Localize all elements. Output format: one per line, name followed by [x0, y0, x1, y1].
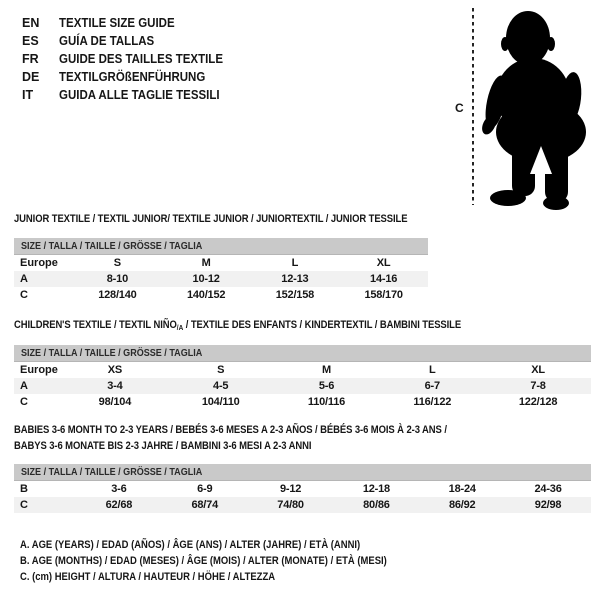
language-title: GUIDA ALLE TAGLIE TESSILI: [59, 88, 220, 102]
size-cell: S: [113, 257, 121, 269]
table-body: [14, 362, 591, 410]
size-cell: 12-13: [281, 273, 309, 285]
table-row: [14, 255, 428, 271]
size-cell: 128/140: [98, 289, 137, 301]
language-code: IT: [22, 88, 34, 102]
size-header-bar: SIZE / TALLA / TAILLE / GRÖSSE / TAGLIA: [14, 345, 591, 362]
size-cell: XS: [107, 364, 123, 376]
language-code: EN: [22, 16, 40, 30]
table-row: [14, 394, 591, 410]
table-row: [14, 362, 591, 378]
legend-line-c: C. (cm) HEIGHT / ALTURA / HAUTEUR / HÖHE / ALTEZZA: [20, 571, 276, 583]
language-title: TEXTILGRÖßENFÜHRUNG: [59, 70, 206, 84]
size-cell: XL: [531, 364, 545, 376]
row-label: A: [20, 273, 28, 285]
row-label: A: [20, 380, 28, 392]
section-title-babies-line2: BABYS 3-6 MONATE BIS 2-3 JAHRE / BAMBINI 3-6 MESI A 2-3 ANNI: [14, 440, 312, 452]
size-cell: 7-8: [530, 380, 546, 392]
language-row: [22, 14, 185, 32]
section-title-babies-line1: BABIES 3-6 MONTH TO 2-3 YEARS / BEBÉS 3-6 MESES A 2-3 AÑOS / BÉBÉS 3-6 MOIS À 2-3 ANS /: [14, 424, 447, 436]
row-label: C: [20, 289, 28, 301]
size-cell: 6-7: [424, 380, 440, 392]
size-cell: 152/158: [275, 289, 315, 301]
size-cell: 4-5: [213, 380, 229, 392]
language-code: DE: [22, 70, 40, 84]
size-cell: 80/86: [363, 499, 390, 511]
table-body: [14, 481, 591, 513]
baby-silhouette-icon: [482, 2, 600, 212]
size-header-bar: SIZE / TALLA / TAILLE / GRÖSSE / TAGLIA: [14, 464, 591, 481]
size-cell: 122/128: [518, 396, 558, 408]
size-cell: 10-12: [192, 273, 220, 285]
height-c-label: C: [455, 101, 464, 115]
language-row: [22, 68, 218, 86]
size-table-babies: [14, 464, 591, 513]
size-cell: 92/98: [534, 499, 562, 511]
size-cell: 158/170: [364, 289, 403, 301]
language-code: ES: [22, 34, 39, 48]
language-title: GUÍA DE TALLAS: [59, 34, 155, 48]
table-row: [14, 497, 591, 513]
table-row: [14, 287, 428, 303]
size-cell: 9-12: [279, 483, 302, 495]
size-cell: XL: [376, 257, 391, 269]
table-row: [14, 271, 428, 287]
language-row: [22, 86, 234, 104]
size-cell: 14-16: [370, 273, 398, 285]
row-label: B: [20, 483, 28, 495]
row-label: C: [20, 396, 28, 408]
table-body: [14, 255, 428, 303]
size-cell: 8-10: [106, 273, 128, 285]
size-cell: 5-6: [318, 380, 335, 392]
size-cell: L: [429, 364, 436, 376]
size-cell: 74/80: [277, 499, 304, 511]
size-cell: 6-9: [197, 483, 213, 495]
table-row: [14, 378, 591, 394]
size-cell: 116/122: [413, 396, 452, 408]
language-row: [22, 50, 237, 68]
size-cell: 12-18: [362, 483, 390, 495]
language-code: FR: [22, 52, 39, 66]
size-cell: 24-36: [534, 483, 562, 495]
size-table-junior: [14, 238, 428, 303]
section-title-children: CHILDREN'S TEXTILE / TEXTIL $NIÑO_{/A}$ / TEXTILE DES ENFANTS / KINDERTEXTIL / BAMBINI TESSILE: [14, 319, 462, 332]
size-cell: M: [322, 364, 331, 376]
size-cell: 86/92: [448, 499, 476, 511]
legend-line-b: B. AGE (MONTHS) / EDAD (MESES) / ÂGE (MOIS) / ALTER (MONATE) / ETÀ (MESI): [20, 555, 387, 567]
size-cell: 3-4: [107, 380, 123, 392]
size-cell: 104/110: [201, 396, 240, 408]
language-title: GUIDE DES TAILLES TEXTILE: [59, 52, 224, 66]
section-title-junior: JUNIOR TEXTILE / TEXTIL JUNIOR/ TEXTILE JUNIOR / JUNIORTEXTIL / JUNIOR TESSILE: [14, 213, 408, 225]
size-header-bar: SIZE / TALLA / TAILLE / GRÖSSE / TAGLIA: [14, 238, 428, 255]
table-row: [14, 481, 591, 497]
size-cell: 110/116: [307, 396, 346, 408]
language-row: [22, 32, 162, 50]
row-label: C: [20, 499, 28, 511]
size-cell: 140/152: [186, 289, 226, 301]
size-cell: 68/74: [191, 499, 218, 511]
size-cell: 3-6: [111, 483, 127, 495]
size-cell: L: [291, 257, 299, 269]
size-cell: 98/104: [98, 396, 132, 408]
size-cell: M: [201, 257, 211, 269]
size-cell: S: [217, 364, 225, 376]
size-cell: 62/68: [105, 499, 133, 511]
row-label: Europe: [20, 257, 58, 269]
row-label: Europe: [20, 364, 58, 376]
language-title: TEXTILE SIZE GUIDE: [59, 16, 175, 30]
nino-a-subscript: /A: [176, 323, 184, 332]
size-cell: 18-24: [448, 483, 476, 495]
legend-line-a: A. AGE (YEARS) / EDAD (AÑOS) / ÂGE (ANS) / ALTER (JAHRE) / ETÀ (ANNI): [20, 539, 361, 551]
height-dashed-line: [472, 8, 474, 205]
size-table-children: [14, 345, 591, 410]
